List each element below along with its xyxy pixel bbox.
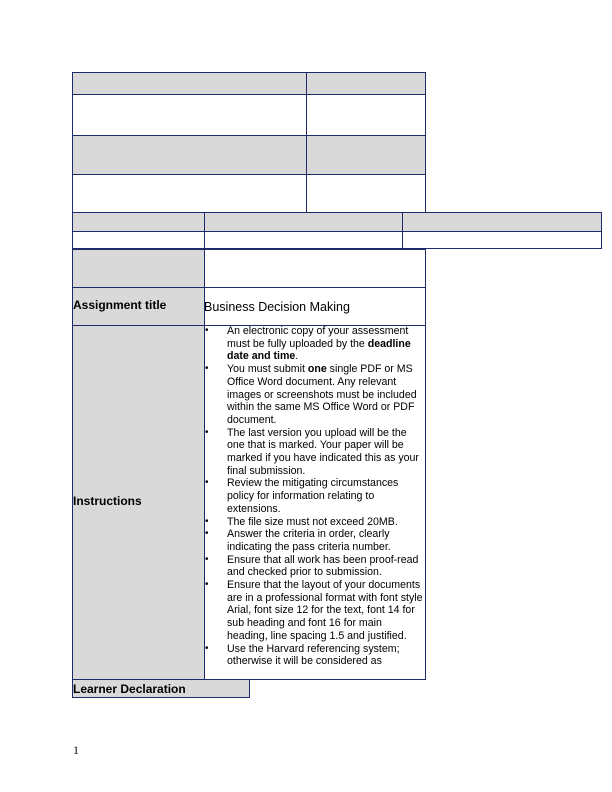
three-col-field-2 — [204, 231, 403, 249]
instruction-item — [205, 528, 425, 553]
blank-label-cell — [72, 249, 205, 288]
instructions-label: Instructions — [73, 494, 142, 508]
header-cell-right — [306, 72, 426, 95]
field-cell-right-1 — [306, 94, 426, 136]
instruction-text: You must submit — [227, 363, 308, 376]
field-cell-left-3 — [72, 174, 307, 213]
instruction-item — [205, 579, 425, 643]
three-col-header-2 — [204, 212, 403, 232]
instruction-item — [205, 554, 425, 579]
instruction-text: The file size must not exceed 20MB. — [227, 515, 398, 528]
blank-value-cell — [204, 249, 426, 288]
field-cell-right-3 — [306, 174, 426, 213]
instruction-item — [205, 516, 425, 529]
label-cell-left-2 — [72, 135, 307, 175]
instruction-text: Ensure that all work has been proof-read and checked prior to submission. — [227, 553, 419, 579]
instructions-list — [205, 325, 425, 679]
assignment-title-label: Assignment title — [73, 298, 167, 312]
instruction-item — [205, 363, 425, 427]
three-col-header-1 — [72, 212, 205, 232]
instruction-text: Answer the criteria in order, clearly indicating the pass criteria number. — [227, 528, 391, 553]
instruction-bold-text: one — [307, 363, 327, 376]
three-col-field-1 — [72, 231, 205, 249]
learner-declaration-label: Learner Declaration — [73, 682, 186, 696]
page-number: 1 — [73, 743, 79, 757]
instruction-text: An electronic copy of your assessment must be fully uploaded by the — [227, 325, 409, 350]
instruction-text: Use the Harvard referencing system; otherwise it will be considered as — [227, 642, 400, 668]
instruction-item — [205, 427, 425, 478]
instruction-text: . — [295, 350, 299, 363]
instruction-text: The last version you upload will be the one that is marked. Your paper will be marked if you have indicated this as your final submission. — [227, 426, 419, 477]
three-col-header-3 — [402, 212, 602, 232]
instruction-bold-text: deadline date and time — [227, 337, 411, 363]
instruction-text: Review the mitigating circumstances policy for information relating to extensions. — [227, 477, 399, 515]
assignment-title-value: Business Decision Making — [204, 300, 350, 314]
header-cell-left — [72, 72, 307, 95]
three-col-field-3 — [402, 231, 602, 249]
label-cell-right-2 — [306, 135, 426, 175]
instruction-item — [205, 477, 425, 515]
field-cell-left-1 — [72, 94, 307, 136]
instruction-item — [205, 325, 425, 363]
instruction-text: Ensure that the layout of your documents are in a professional format with font style Arial, font size 12 for the text, font 14 for sub heading and font 16 for main heading, line spacing 1.5 and justified. — [227, 579, 423, 642]
instruction-text: single PDF or MS Office Word document. Any relevant images or screenshots must be included within the same MS Office Word or PDF document. — [227, 363, 417, 426]
instruction-item — [205, 643, 425, 668]
